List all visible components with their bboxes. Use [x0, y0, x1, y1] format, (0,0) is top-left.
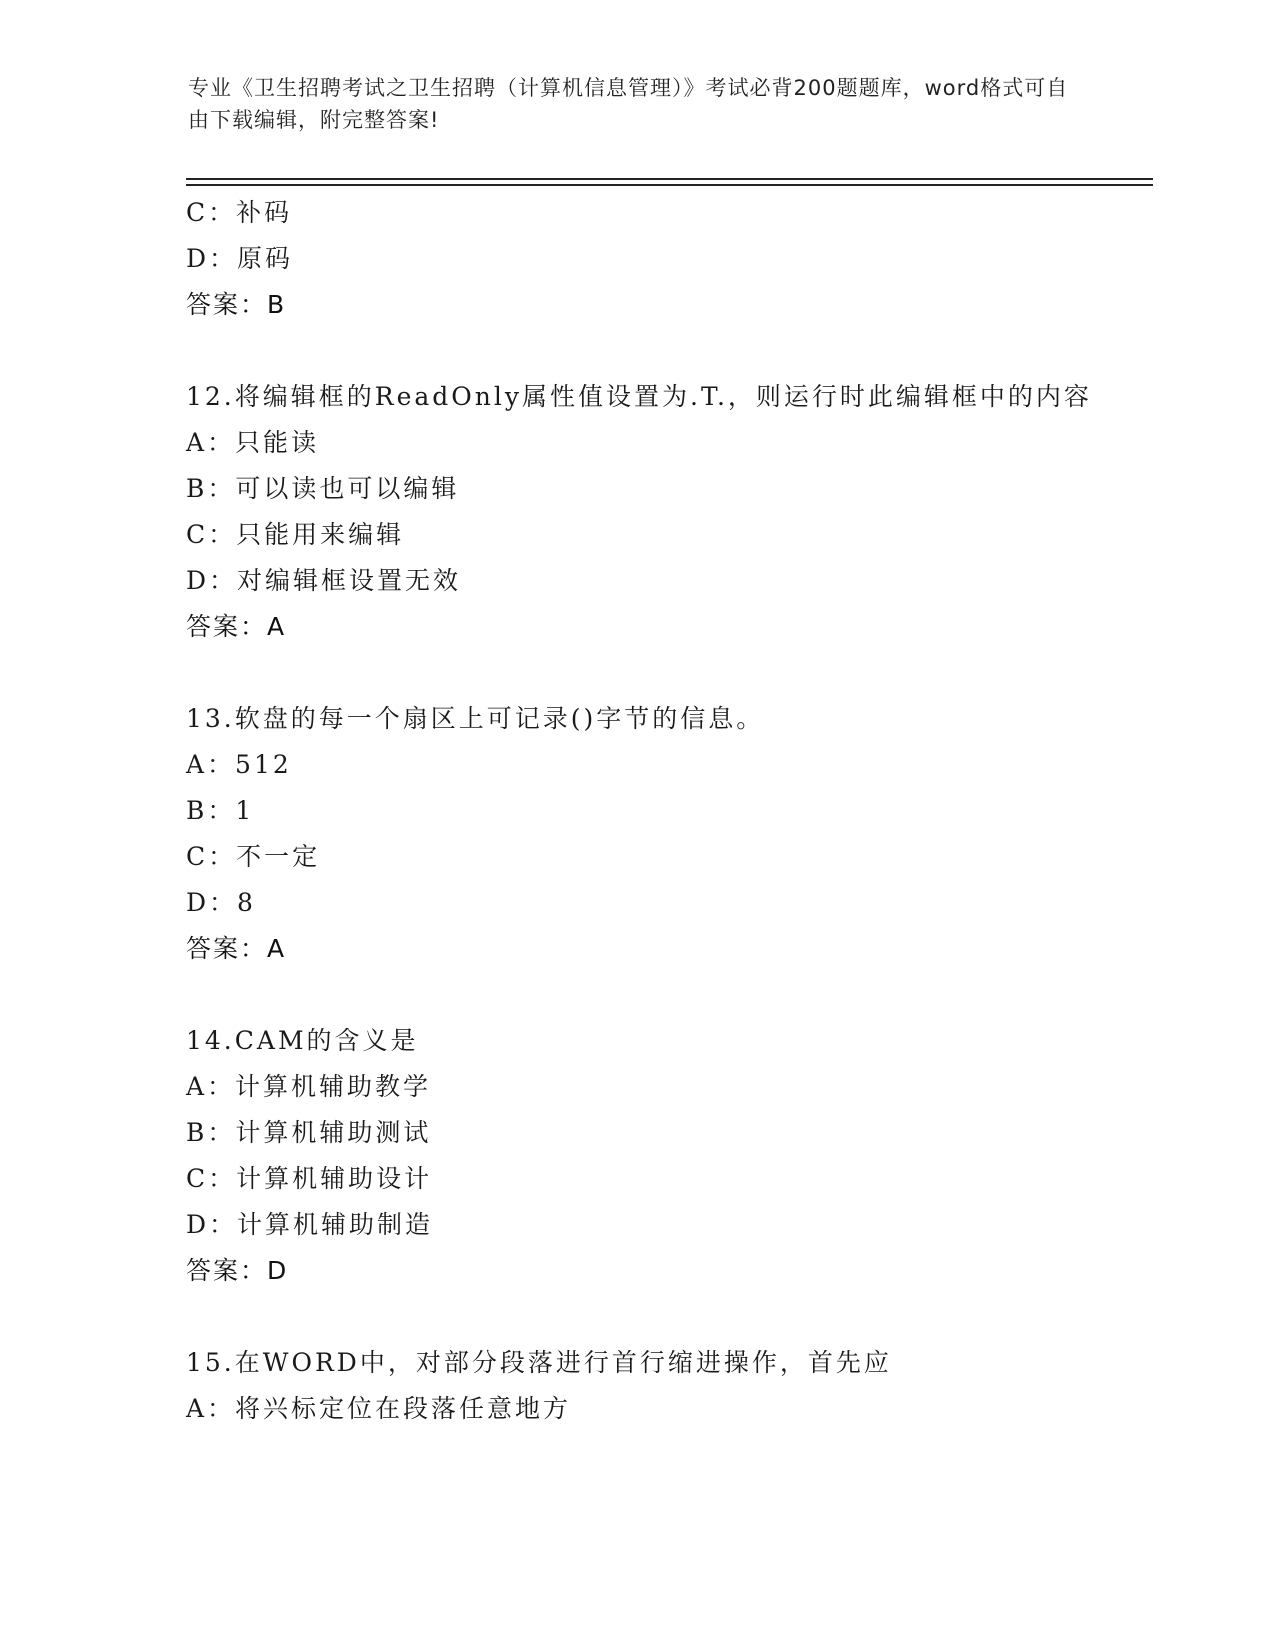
option-d: D：对编辑框设置无效 [186, 566, 462, 595]
question-stem: 14.CAM的含义是 [186, 1026, 419, 1055]
option-a: A：512 [186, 750, 292, 779]
option-d: D：8 [186, 888, 256, 917]
header-rule-bottom [186, 184, 1153, 186]
option-c: C：只能用来编辑 [186, 520, 405, 549]
option-b: B：可以读也可以编辑 [186, 474, 460, 503]
option-c: C：补码 [186, 198, 293, 227]
question-block [186, 374, 1126, 650]
option-b: B：计算机辅助测试 [186, 1118, 432, 1147]
answer-line: 答案：B [186, 290, 287, 319]
question-stem: 13.软盘的每一个扇区上可记录()字节的信息。 [186, 704, 765, 733]
header-rule-top [186, 178, 1153, 180]
option-a: A：计算机辅助教学 [186, 1072, 432, 1101]
option-c: C：不一定 [186, 842, 321, 871]
question-block [186, 1340, 1126, 1432]
option-d: D：原码 [186, 244, 294, 273]
option-d: D：计算机辅助制造 [186, 1210, 434, 1239]
answer-line: 答案：A [186, 934, 287, 963]
answer-line: 答案：A [186, 612, 287, 641]
option-a: A：将兴标定位在段落任意地方 [186, 1394, 572, 1423]
question-list [186, 190, 1126, 1432]
option-b: B：1 [186, 796, 255, 825]
question-block [186, 696, 1126, 972]
question-stem: 15.在WORD中，对部分段落进行首行缩进操作，首先应 [186, 1348, 892, 1377]
question-stem: 12.将编辑框的ReadOnly属性值设置为.T.，则运行时此编辑框中的内容 [186, 382, 1092, 411]
answer-line: 答案：D [186, 1256, 289, 1285]
question-block [186, 1018, 1126, 1294]
option-a: A：只能读 [186, 428, 320, 457]
question-block [186, 190, 1126, 328]
document-header: 专业《卫生招聘考试之卫生招聘（计算机信息管理）》考试必背200题题库，word格式可自由下载编辑，附完整答案! [188, 76, 1069, 132]
option-c: C：计算机辅助设计 [186, 1164, 433, 1193]
